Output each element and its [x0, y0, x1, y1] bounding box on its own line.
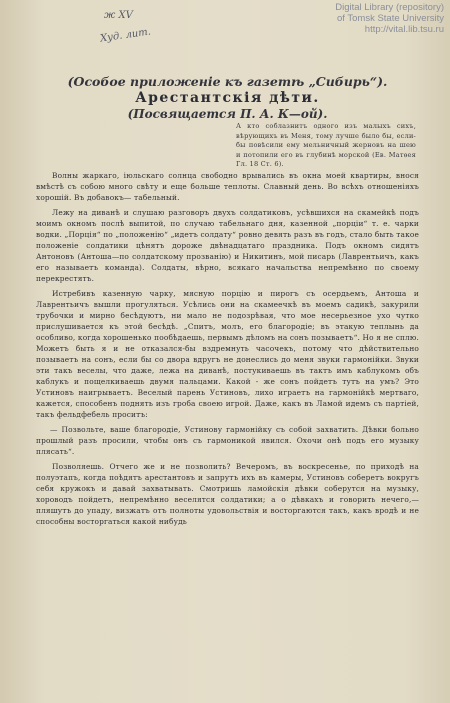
epigraph: А кто соблазнитъ одного изъ малыхъ сихъ, вѣрующихъ въ Меня, тому лучше было бы, если-бы повѣсили ему мельничный жерновъ на шею и потопили его въ глубинѣ морской (Ев. Матѳея Гл. 18 Ст. 6). [236, 122, 416, 169]
watermark-url[interactable]: http://vital.lib.tsu.ru [364, 24, 444, 35]
dedication: (Посвящается П. А. К—ой). [127, 107, 328, 121]
paragraph-quote: — Позвольте, ваше благородiе, Устинову гармонiйку съ собой захватить. Дѣвки больно прошлый разъ просили, чтобы онъ съ гармоникой явился. Охочи онѣ подъ его музыку плясать“. [36, 424, 419, 456]
supplement-heading: (Особое приложенiе къ газетѣ „Сибирь“). [67, 74, 388, 89]
library-watermark [294, 2, 444, 35]
watermark-line: Digital Library (repository) [335, 2, 444, 13]
paragraph: Истребивъ казенную чарку, мясную порцiю и пирогъ съ осердьемъ, Антоша и Лаврентьичъ вышли прогуляться. Усѣлись они на скамеечкѣ въ моемъ садикѣ, закурили трубочки и мирно бесѣдуютъ, ни мало не подозрѣвая, что мое несерьезное ухо чутко прислушивается къ этой бесѣдѣ. „Спитъ, молъ, его благородiе; въ этакую теплынь да особливо, когда хорошенько пообѣдаешь, первымъ дѣломъ на сонъ позываетъ“. Но я не сплю. Можетъ быть я и не отказался-бы вздремнуть часочекъ, потому что дѣйствительно позываетъ на сонъ, если бы со двора вдругъ не донеслись до меня звуки гармонiйки. Звуки эти такъ веселы, что даже, лежа на диванѣ, постукиваешь въ тактъ имъ каблукомъ объ каблукъ и пощелкиваешь двумя пальцами. Какой - же сонъ пойдетъ тутъ на умъ? Это Устиновъ наигрываетъ. Веселый парень Устиновъ, лихо играетъ на гармонiйкѣ мертваго, кажется, способенъ поднять изъ гроба своею игрой. Даже, какъ въ Ламой идемъ съ партiей, такъ фельдфебель проситъ: [36, 288, 419, 419]
watermark-line: of Tomsk State University [336, 13, 444, 24]
handwritten-category-mark: Худ. лит. [99, 26, 152, 45]
paragraph: Лежу на диванѣ и слушаю разговоръ двухъ солдатиковъ, усѣвшихся на скамейкѣ подъ моимъ окномъ послѣ выпитой, по случаю табельнаго дня, казенной „порцiи“ т. е. чарки водки. „Порцiя“ по „положенiю“ „идетъ солдату“ ровно девять разъ въ годъ, стало быть такое положенiе солдатики цѣнятъ дороже двѣнадцатаго праздника. Подъ окномъ сидятъ Антоновъ (Антоша—по солдатскому прозванiю) и Никитинъ, мой писарь (Лаврентьичъ, какъ его называетъ команда). Солдаты, вѣрно, всякаго начальства непремѣнно по своему перекрестятъ. [36, 207, 419, 283]
paragraph: Волны жаркаго, iюльскаго солнца свободно врывались въ окна моей квартиры, внося вмѣстѣ съ собою много свѣту и еще больше теплоты. Славный день. Во всѣхъ отношенiяхъ хорошiй. Въ добавокъ— табельный. [36, 170, 419, 202]
handwritten-shelf-mark: ж XV [104, 10, 133, 21]
document-content [36, 74, 419, 527]
paragraph: Позволяешь. Отчего же и не позволить? Вечеромъ, въ воскресенье, по приходѣ на полуэтапъ, когда поѣдятъ арестантовъ и запрутъ ихъ въ камеры, Устиновъ соберетъ вокругъ себя кружокъ и давай захватывать. Смотришь ламойскiя дѣвки соберутся на музыку, хороводъ пойдетъ, непремѣнно веселятся солдатики; а о дѣвкахъ и говорить нечего,—пляшутъ до упаду, визжатъ отъ полноты удовольствiя и восторгаются такъ, какъ вродѣ и не способны восторгаться какой нибудь [36, 461, 419, 526]
document-title: Арестантскiя дѣти. [135, 90, 320, 106]
